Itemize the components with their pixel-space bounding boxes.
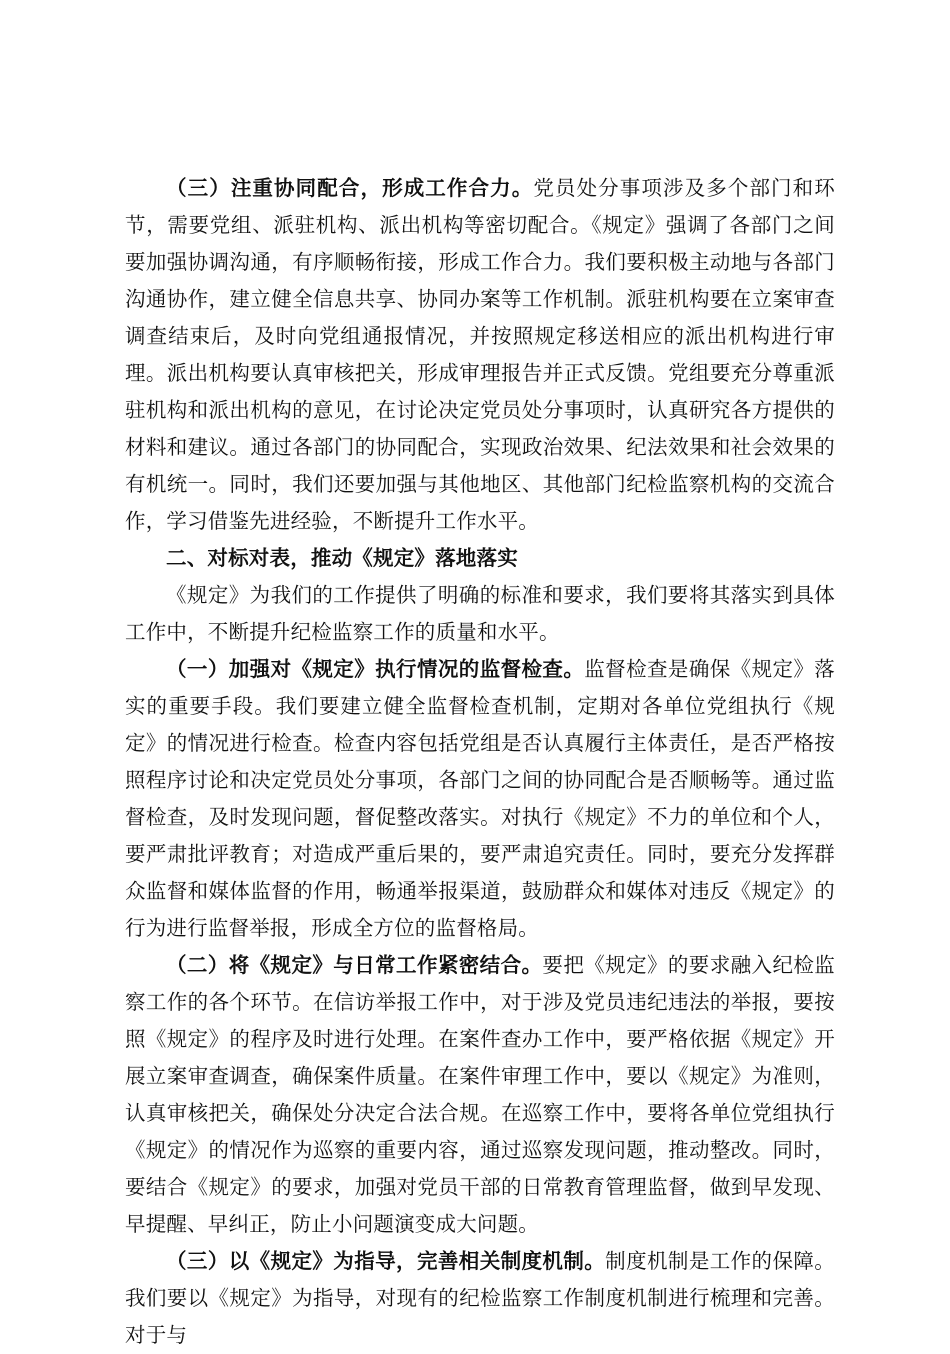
section-heading: 二、对标对表，推动《规定》落地落实 <box>166 546 518 570</box>
paragraph-body: 《规定》为我们的工作提供了明确的标准和要求，我们要将其落实到具体工作中，不断提升纪检监察工作的质量和水平。 <box>125 583 835 644</box>
paragraph-intro <box>125 577 835 651</box>
paragraph-coordination <box>125 170 835 540</box>
paragraph-mechanism <box>125 1243 835 1354</box>
paragraph-lead: （三）注重协同配合，形成工作合力。 <box>166 176 534 200</box>
paragraph-lead: （二）将《规定》与日常工作紧密结合。 <box>166 953 543 977</box>
document-page <box>125 170 835 1354</box>
paragraph-body: 监督检查是确保《规定》落实的重要手段。我们要建立健全监督检查机制，定期对各单位党组执行《规定》的情况进行检查。检查内容包括党组是否认真履行主体责任，是否严格按照程序讨论和决定党员处分事项，各部门之间的协同配合是否顺畅等。通过监督检查，及时发现问题，督促整改落实。对执行《规定》不力的单位和个人，要严肃批评教育；对造成严重后果的，要严肃追究责任。同时，要充分发挥群众监督和媒体监督的作用，畅通举报渠道，鼓励群众和媒体对违反《规定》的行为进行监督举报，形成全方位的监督格局。 <box>125 657 836 940</box>
paragraph-lead: （三）以《规定》为指导，完善相关制度机制。 <box>166 1249 606 1273</box>
paragraph-body: 制度机制是工作的保障。我们要以《规定》为指导，对现有的纪检监察工作制度机制进行梳理和完善。对于与 <box>125 1249 835 1347</box>
paragraph-lead: （一）加强对《规定》执行情况的监督检查。 <box>166 657 585 681</box>
paragraph-daily-work <box>125 947 835 1243</box>
paragraph-supervision <box>125 651 835 947</box>
paragraph-body: 党员处分事项涉及多个部门和环节，需要党组、派驻机构、派出机构等密切配合。《规定》强调了各部门之间要加强协调沟通，有序顺畅衔接，形成工作合力。我们要积极主动地与各部门沟通协作，建立健全信息共享、协同办案等工作机制。派驻机构要在立案审查调查结束后，及时向党组通报情况，并按照规定移送相应的派出机构进行审理。派出机构要认真审核把关，形成审理报告并正式反馈。党组要充分尊重派驻机构和派出机构的意见，在讨论决定党员处分事项时，认真研究各方提供的材料和建议。通过各部门的协同配合，实现政治效果、纪法效果和社会效果的有机统一。同时，我们还要加强与其他地区、其他部门纪检监察机构的交流合作，学习借鉴先进经验，不断提升工作水平。 <box>125 176 835 533</box>
paragraph-body: 要把《规定》的要求融入纪检监察工作的各个环节。在信访举报工作中，对于涉及党员违纪违法的举报，要按照《规定》的程序及时进行处理。在案件查办工作中，要严格依据《规定》开展立案审查调查，确保案件质量。在案件审理工作中，要以《规定》为准则，认真审核把关，确保处分决定合法合规。在巡察工作中，要将各单位党组执行《规定》的情况作为巡察的重要内容，通过巡察发现问题，推动整改。同时，要结合《规定》的要求，加强对党员干部的日常教育管理监督，做到早发现、早提醒、早纠正，防止小问题演变成大问题。 <box>125 953 835 1236</box>
